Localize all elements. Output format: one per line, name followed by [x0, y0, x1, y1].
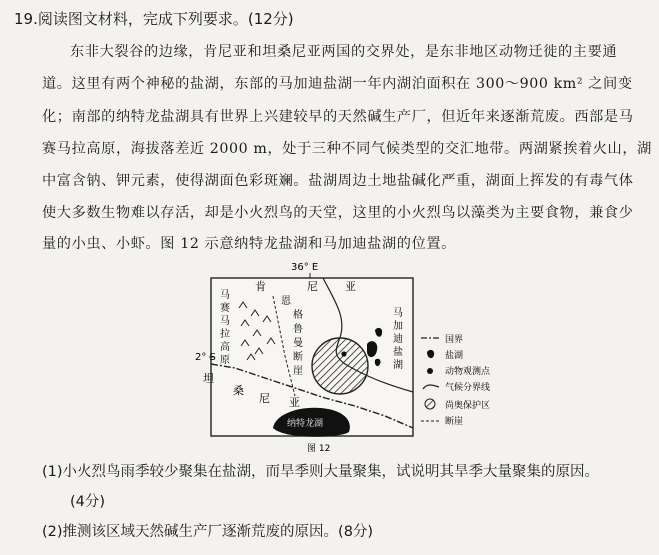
paragraph-line: 量的小虫、小虾。图 12 示意纳特龙盐湖和马加迪盐湖的位置。: [42, 236, 456, 252]
question-header: 19.阅读图文材料，完成下列要求。(12分): [14, 10, 294, 28]
svg-text:马: 马: [220, 290, 230, 301]
paragraph-line: 赛马拉高原，海拔落差近 2000 m，处于三种不同气候类型的交汇地带。两湖紧挨着火山，湖: [42, 141, 652, 157]
paragraph-line: 化；南部的纳特龙盐湖具有世界上兴建较早的天然碱生产厂，但近年来逐渐荒废。西部是马: [42, 109, 634, 125]
legend-climate-label: 气候分界线: [445, 383, 491, 393]
svg-text:赛: 赛: [220, 303, 230, 314]
svg-text:马: 马: [393, 308, 403, 319]
latitude-label: 2° S: [195, 352, 216, 363]
svg-text:鲁: 鲁: [293, 324, 303, 335]
svg-text:拉: 拉: [220, 329, 230, 340]
legend-reserve-label: 尚奥保护区: [445, 401, 491, 411]
legend-climate-symbol: [423, 385, 439, 389]
svg-text:湖: 湖: [393, 360, 403, 371]
observation-point: [341, 351, 346, 356]
longitude-label: 36° E: [291, 262, 319, 273]
tanzania-label-1: 坦: [203, 372, 214, 385]
svg-text:迪: 迪: [393, 334, 403, 345]
tanzania-label-2: 桑: [233, 384, 244, 397]
svg-text:马: 马: [220, 316, 230, 327]
legend-fault-label: 断崖: [445, 417, 464, 427]
figure-12-map: [195, 256, 555, 454]
paragraph-line: 东非大裂谷的边缘，肯尼亚和坦桑尼亚两国的交界处，是东非地区动物迁徙的主要通: [70, 44, 618, 60]
legend-station-symbol: [427, 368, 433, 374]
kenya-label-2: 尼: [307, 280, 318, 293]
map-legend: [421, 334, 491, 427]
legend-border-label: 国界: [445, 335, 464, 345]
natron-lake-label: 纳特龙湖: [287, 419, 324, 429]
paragraph-line: 中富含钠、钾元素，使得湖面色彩斑斓。盐湖周边土地盐碱化严重，湖面上挥发的有毒气体: [42, 173, 634, 189]
sub-question-1-score: (4分): [70, 494, 106, 510]
kenya-label-1: 肯: [255, 280, 266, 293]
tanzania-label-4: 亚: [289, 396, 300, 409]
svg-text:原: 原: [220, 355, 230, 366]
svg-text:加: 加: [393, 321, 403, 332]
paragraph-line: 使大多数生物难以存活，却是小火烈鸟的天堂，这里的小火烈鸟以藻类为主要食物，兼食少: [42, 205, 634, 221]
svg-text:高: 高: [220, 342, 230, 353]
svg-text:盐: 盐: [393, 347, 403, 358]
legend-reserve-symbol: [425, 399, 435, 409]
svg-text:曼: 曼: [293, 338, 303, 349]
legend-lake-symbol: [427, 350, 434, 358]
tanzania-label-3: 尼: [259, 392, 270, 405]
legend-station-label: 动物观测点: [445, 367, 491, 377]
reserve-area: [312, 338, 368, 394]
kenya-label-3: 亚: [345, 280, 356, 293]
sub-question-2: (2)推测该区域天然碱生产厂逐渐荒废的原因。(8分): [42, 524, 374, 540]
svg-text:崖: 崖: [293, 366, 303, 377]
magadi-label: [393, 307, 403, 371]
legend-lake-label: 盐湖: [445, 351, 464, 361]
paragraph-line: 道。这里有两个神秘的盐湖，东部的马加迪盐湖一年内湖泊面积在 300～900 km² 之间变: [42, 76, 633, 92]
map-svg: [195, 256, 555, 454]
svg-text:格: 格: [293, 310, 303, 321]
svg-text:断: 断: [293, 352, 303, 363]
figure-caption: 图 12: [307, 444, 331, 454]
sub-question-1: (1)小火烈鸟雨季较少聚集在盐湖，而旱季则大量聚集，试说明其旱季大量聚集的原因。: [42, 464, 600, 480]
svg-text:恩: 恩: [281, 296, 291, 307]
